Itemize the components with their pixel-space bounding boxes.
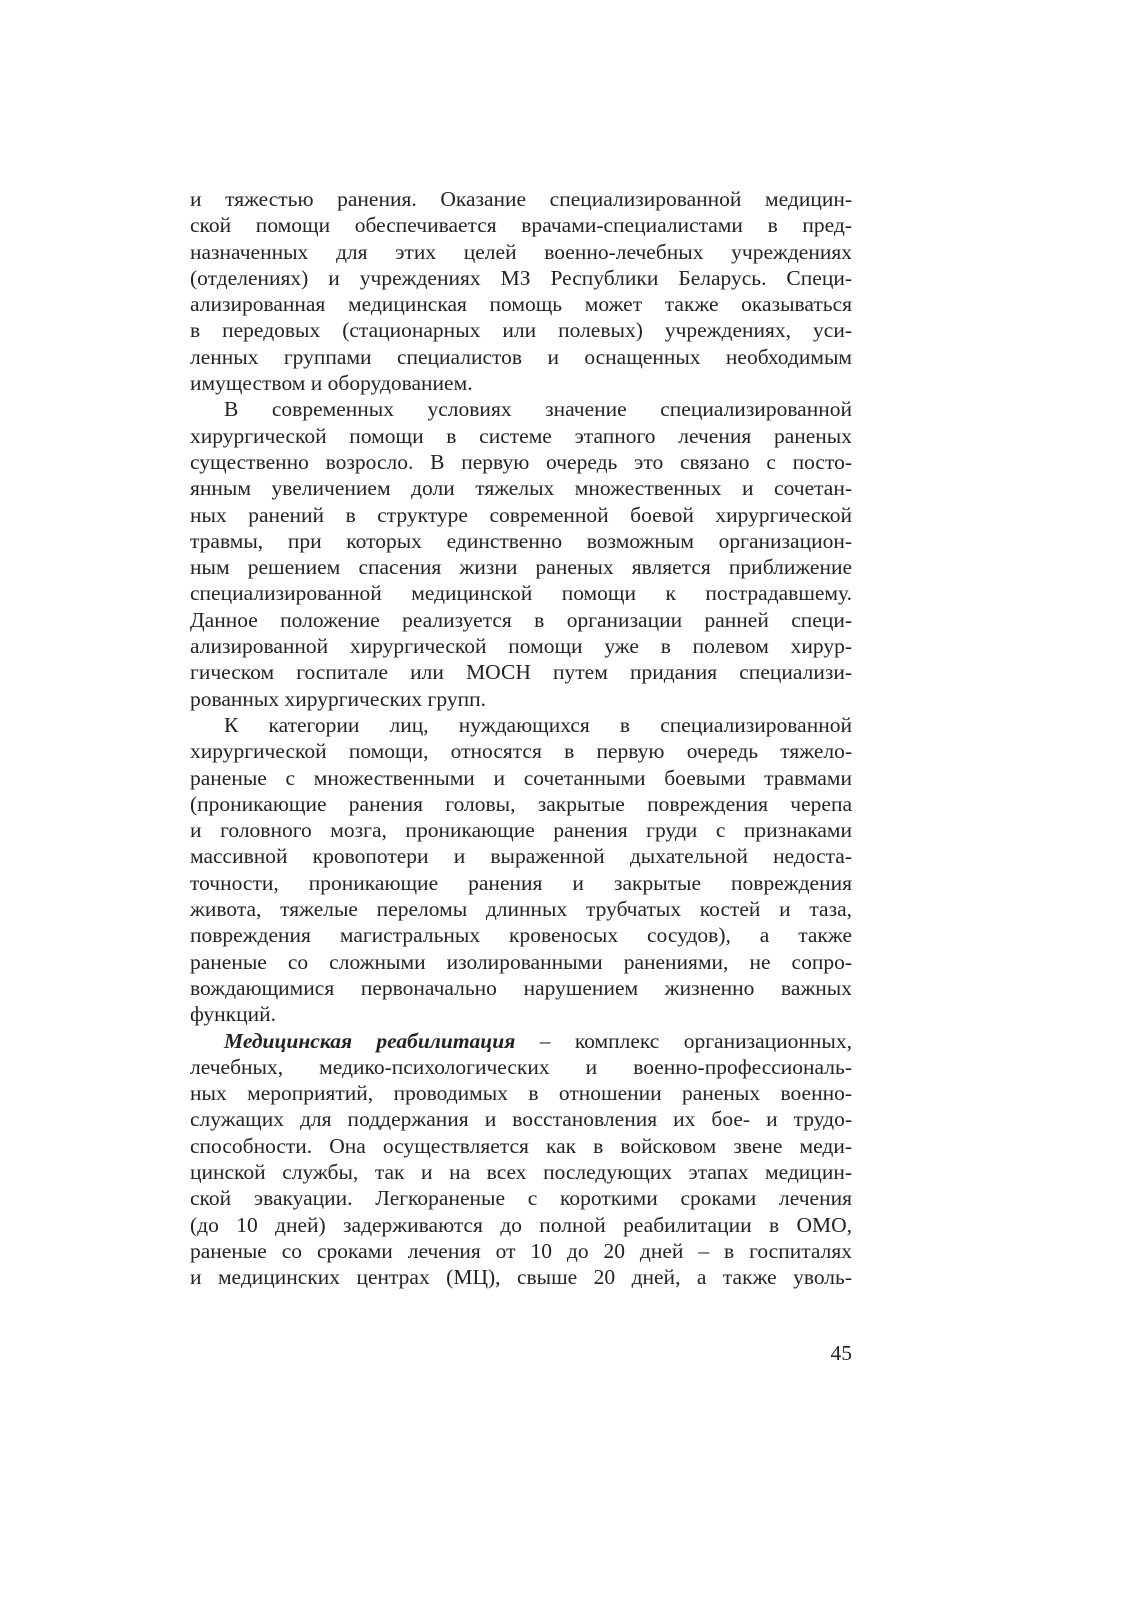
text-line: раненые с множественными и сочетанными боевыми травмами <box>190 765 852 790</box>
text-line: лечебных, медико-психологических и военно-профессиональ- <box>190 1054 852 1079</box>
text-line: янным увеличением доли тяжелых множественных и сочетан- <box>190 476 852 501</box>
text-line: хирургической помощи в системе этапного лечения раненых <box>190 423 852 448</box>
text-line: ской эвакуации. Легкораненые с короткими сроками лечения <box>190 1186 852 1211</box>
text-line: существенно возросло. В первую очередь это связано с посто- <box>190 449 852 474</box>
text-line: служащих для поддержания и восстановления их бое- и трудо- <box>190 1107 852 1132</box>
text-line: В современных условиях значение специализированной <box>224 397 852 422</box>
text-line: назначенных для этих целей военно-лечебных учреждениях <box>190 239 852 264</box>
text-line: ской помощи обеспечивается врачами-специалистами в пред- <box>190 213 852 238</box>
text-line: раненые со сроками лечения от 10 до 20 дней – в госпиталях <box>190 1238 852 1263</box>
page-number: 45 <box>830 1341 852 1365</box>
text-line: раненые со сложными изолированными ранениями, не сопро- <box>190 949 852 974</box>
text-line: и тяжестью ранения. Оказание специализированной медицин- <box>190 187 852 211</box>
text-line: ализированная медицинская помощь может также оказываться <box>190 292 852 317</box>
text-line: живота, тяжелые переломы длинных трубчатых костей и таза, <box>190 897 852 922</box>
text-fragment: – комплекс организационных, <box>515 1028 852 1053</box>
text-line: способности. Она осуществляется как в войсковом звене меди- <box>190 1133 852 1158</box>
text-line: ализированной хирургической помощи уже в полевом хирур- <box>190 634 852 659</box>
text-line: повреждения магистральных кровеносых сосудов), а также <box>190 923 852 948</box>
text-line: функций. <box>190 1002 276 1027</box>
text-line: имуществом и оборудованием. <box>190 371 473 396</box>
text-line: в передовых (стационарных или полевых) учреждениях, уси- <box>190 318 852 343</box>
text-line: Данное положение реализуется в организации ранней специ- <box>190 607 852 632</box>
text-line: ных ранений в структуре современной боевой хирургической <box>190 502 852 527</box>
text-line: рованных хирургических групп. <box>190 686 486 711</box>
text-line <box>190 1028 852 1054</box>
text-line: (отделениях) и учреждениях МЗ Республики Беларусь. Специ- <box>190 265 852 290</box>
text-line: (до 10 дней) задерживаются до полной реабилитации в ОМО, <box>190 1212 852 1237</box>
defined-term: Медицинская реабилитация <box>224 1028 516 1053</box>
text-line: и медицинских центрах (МЦ), свыше 20 дней, а также уволь- <box>190 1265 852 1290</box>
text-line: вождающимися первоначально нарушением жизненно важных <box>190 975 852 1000</box>
text-line: К категории лиц, нуждающихся в специализированной <box>224 712 852 737</box>
page-body <box>190 186 852 1290</box>
paragraph-1 <box>190 186 852 396</box>
text-line: и головного мозга, проникающие ранения груди с признаками <box>190 818 852 843</box>
text-line: ным решением спасения жизни раненых является приближение <box>190 555 852 580</box>
text-line: гическом госпитале или МОСН путем придания специализи- <box>190 660 852 685</box>
text-line: массивной кровопотери и выраженной дыхательной недоста- <box>190 844 852 869</box>
text-line: специализированной медицинской помощи к пострадавшему. <box>190 581 852 606</box>
text-line: (проникающие ранения головы, закрытые повреждения черепа <box>190 791 852 816</box>
paragraph-2 <box>190 396 852 712</box>
text-line: точности, проникающие ранения и закрытые повреждения <box>190 870 852 895</box>
paragraph-3 <box>190 712 852 1028</box>
text-line: цинской службы, так и на всех последующих этапах медицин- <box>190 1159 852 1184</box>
text-line: хирургической помощи, относятся в первую очередь тяжело- <box>190 739 852 764</box>
text-line: травмы, при которых единственно возможным организацион- <box>190 528 852 553</box>
paragraph-4 <box>190 1028 852 1291</box>
text-line: ленных группами специалистов и оснащенных необходимым <box>190 344 852 369</box>
text-line: ных мероприятий, проводимых в отношении раненых военно- <box>190 1081 852 1106</box>
